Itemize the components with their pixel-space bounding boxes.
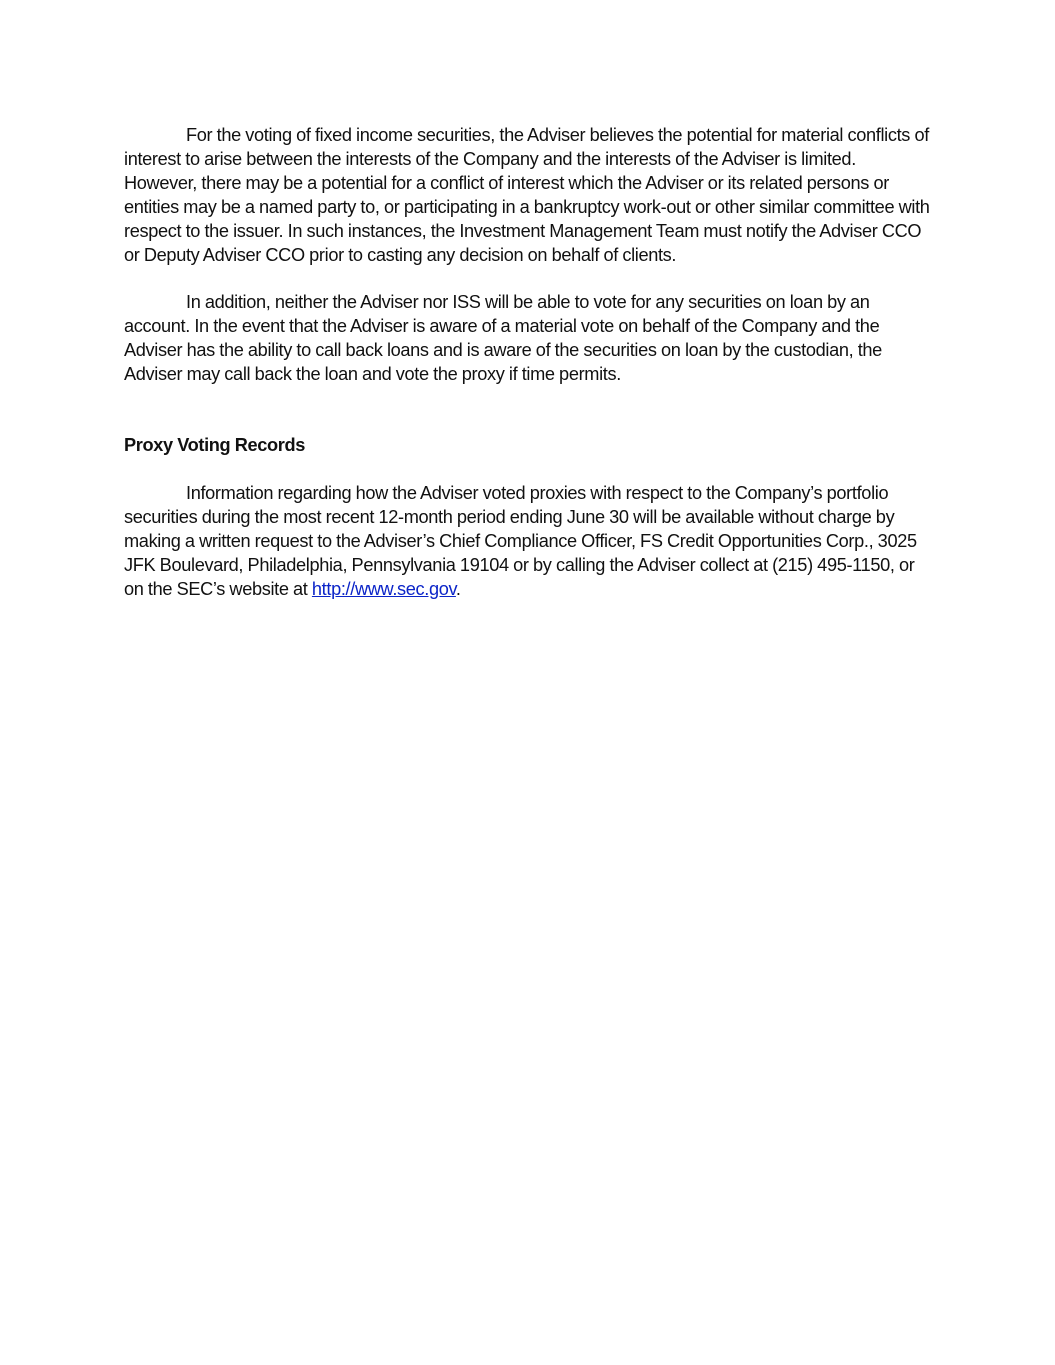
securities-on-loan-paragraph: In addition, neither the Adviser nor ISS will be able to vote for any securities on loan by an account. In the event that the Adviser is aware of a material vote on behalf of the Company and the Adviser has the ability to call back loans and is aware of the securities on loan by the custodian, the Adviser may call back the loan and vote the proxy if time permits. (124, 292, 882, 385)
proxy-records-text: Information regarding how the Adviser voted proxies with respect to the Company’s portfolio securities during the most recent 12-month period ending June 30 will be available without charge by making a written request to the Adviser’s Chief Compliance Officer, FS Credit Opportunities Corp., 3025 JFK Boulevard, Philadelphia, Pennsylvania 19104 or by calling the Adviser collect at (215) 495-1150, or on the SEC’s website at (124, 482, 917, 599)
proxy-voting-records-heading: Proxy Voting Records (124, 435, 306, 456)
proxy-voting-records-paragraph (124, 482, 932, 602)
document-page (124, 124, 932, 602)
sec-website-link[interactable]: http://www.sec.gov (311, 578, 456, 599)
proxy-records-end: . (455, 578, 461, 599)
fixed-income-paragraph: For the voting of fixed income securities, the Adviser believes the potential for material conflicts of interest to arise between the interests of the Company and the interests of the Adviser is limited. However, there may be a potential for a conflict of interest which the Adviser or its related persons or entities may be a named party to, or participating in a bankruptcy work-out or other similar committee with respect to the issuer. In such instances, the Investment Management Team must notify the Adviser CCO or Deputy Adviser CCO prior to casting any decision on behalf of clients. (124, 125, 930, 265)
